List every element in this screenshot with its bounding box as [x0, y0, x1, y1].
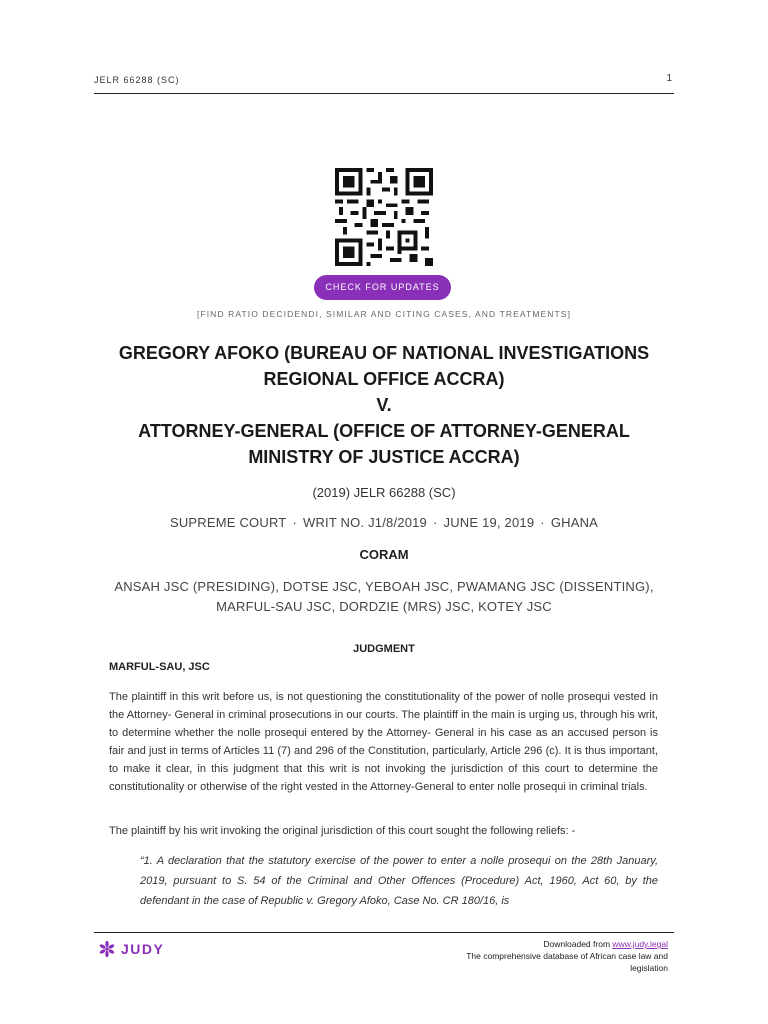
page-number: 1	[666, 73, 672, 84]
judy-website-link[interactable]: www.judy.legal	[612, 939, 668, 949]
find-ratio-link[interactable]: [FIND RATIO DECIDENDI, SIMILAR AND CITING CASES, AND TREATMENTS]	[196, 309, 572, 319]
plaintiff-name-line2: REGIONAL OFFICE ACCRA)	[263, 369, 505, 389]
footer-divider	[94, 932, 674, 933]
coram-judges	[84, 577, 684, 617]
check-for-updates-button[interactable]: CHECK FOR UPDATES	[314, 275, 451, 300]
versus: V.	[376, 395, 392, 415]
judgment-heading: JUDGMENT	[353, 643, 415, 655]
tagline-line1: The comprehensive database of African case law and	[466, 951, 668, 961]
qr-code[interactable]	[335, 168, 433, 266]
defendant-name-line2: MINISTRY OF JUSTICE ACCRA)	[248, 447, 520, 467]
court-name: SUPREME COURT	[169, 515, 287, 530]
logo-text: JUDY	[121, 941, 165, 957]
document-reference: JELR 66288 (SC)	[94, 75, 180, 85]
relief-quote: “1. A declaration that the statutory exercise of the power to enter a nolle prosequi on the 28th January, 2019, pursuant to S. 54 of the Criminal and Other Offences (Procedure) Act, 1960, Act 60, by the defendant in the case of Republic v. Gregory Afoko, Case No. CR 180/16, is	[140, 855, 658, 907]
judgment-paragraph-1: The plaintiff in this writ before us, is not questioning the constitutionality of the power of nolle prosequi vested in the Attorney- General in criminal prosecutions in our courts. The plaintiff in the main is urging us, through his writ, to determine whether the nolle prosequi entered by the Attorney- General in his case as an accused person is fair and just in terms of Articles 11 (7) and 296 of the Constitution, particularly, Article 296 (c). It is thus important, to make it clear, in this judgment that this writ is not invoking the jurisdiction of this court to determine the constitutionality or otherwise of the right vested in the Attorney-General to enter nolle prosequi in criminal trials.	[109, 691, 658, 793]
judgment-date: JUNE 19, 2019	[443, 515, 535, 530]
flower-icon	[98, 940, 116, 958]
download-line	[430, 938, 668, 950]
court-details	[94, 515, 674, 530]
separator: ·	[432, 515, 438, 530]
case-citation: (2019) JELR 66288 (SC)	[312, 485, 456, 500]
judgment-paragraph-2: The plaintiff by his writ invoking the original jurisdiction of this court sought the following reliefs: -	[109, 825, 576, 837]
case-title	[94, 340, 674, 470]
defendant-name-line1: ATTORNEY-GENERAL (OFFICE OF ATTORNEY-GENERAL	[138, 421, 630, 441]
header-divider	[94, 93, 674, 94]
coram-heading: CORAM	[359, 547, 409, 562]
coram-line1: ANSAH JSC (PRESIDING), DOTSE JSC, YEBOAH JSC, PWAMANG JSC (DISSENTING),	[114, 579, 654, 594]
writ-number: WRIT NO. J1/8/2019	[302, 515, 427, 530]
downloaded-from-label: Downloaded from	[543, 939, 611, 949]
footer-info	[430, 938, 668, 974]
separator: ·	[292, 515, 297, 530]
separator: ·	[540, 515, 545, 530]
country: GHANA	[550, 515, 599, 530]
coram-line2: MARFUL-SAU JSC, DORDZIE (MRS) JSC, KOTEY JSC	[216, 599, 552, 614]
judy-logo[interactable]	[98, 939, 164, 959]
plaintiff-name-line1: GREGORY AFOKO (BUREAU OF NATIONAL INVESTIGATIONS	[118, 343, 650, 363]
judge-name: MARFUL-SAU, JSC	[109, 661, 210, 673]
tagline-line2: legislation	[630, 963, 668, 973]
